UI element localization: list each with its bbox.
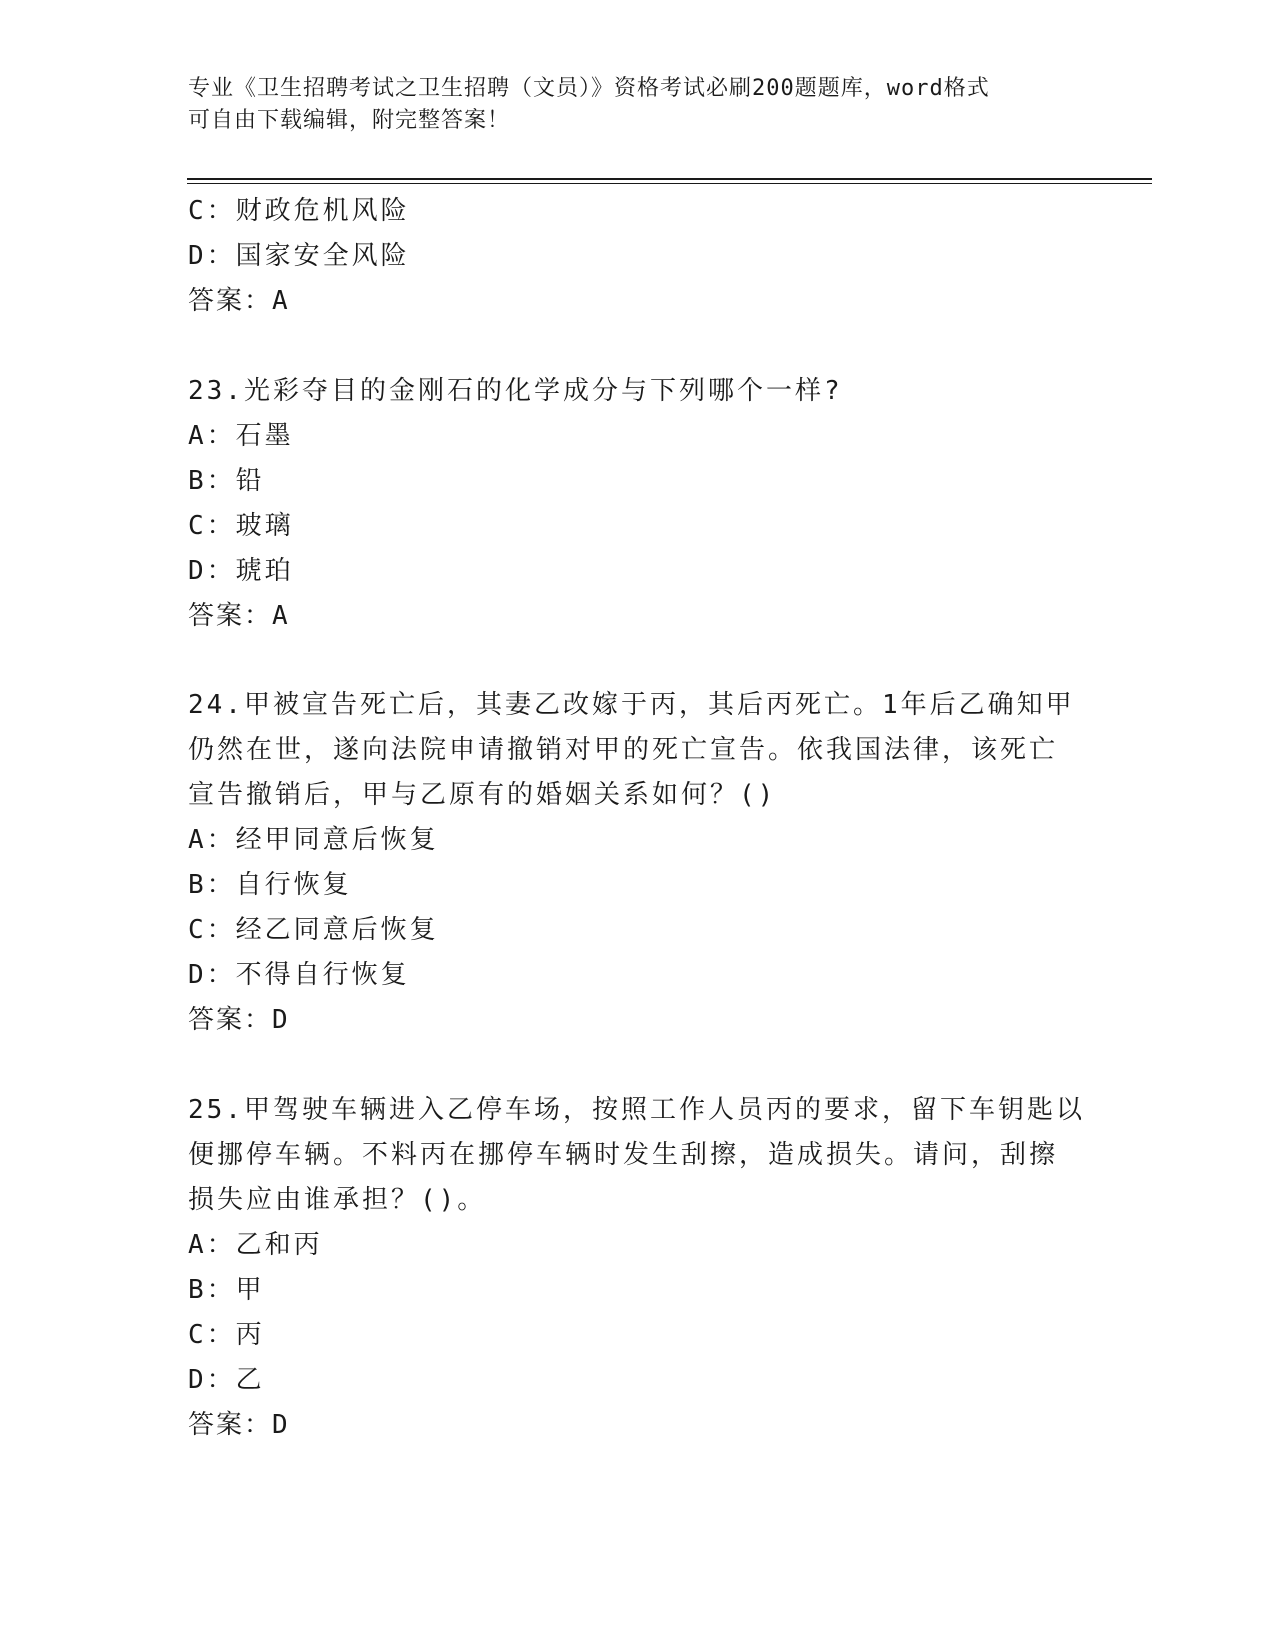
q22-answer: 答案：A (188, 286, 290, 316)
q23-option-c: C：玻璃 (188, 511, 294, 541)
q23-option-d: D：琥珀 (188, 556, 294, 586)
q24-option-a: A：经甲同意后恢复 (188, 825, 439, 855)
q25-option-c: C：丙 (188, 1320, 265, 1350)
q24-answer: 答案：D (188, 1005, 290, 1035)
header-divider-thin (187, 183, 1152, 184)
q23-stem: 23.光彩夺目的金刚石的化学成分与下列哪个一样? (188, 376, 843, 406)
q24-option-b: B：自行恢复 (188, 870, 352, 900)
document-header (188, 73, 1078, 137)
q25-answer: 答案：D (188, 1410, 290, 1440)
q23-option-b: B：铅 (188, 466, 265, 496)
q22-option-c: C：财政危机风险 (188, 196, 410, 226)
header-divider-thick (187, 178, 1152, 180)
header-title-line-1: 专业《卫生招聘考试之卫生招聘（文员）》资格考试必刷200题题库，word格式 (188, 76, 990, 101)
q24-option-c: C：经乙同意后恢复 (188, 915, 439, 945)
q23-answer: 答案：A (188, 601, 290, 631)
q24-stem-line-2: 仍然在世，遂向法院申请撤销对甲的死亡宣告。依我国法律，该死亡 (188, 735, 1059, 765)
q22-option-d: D：国家安全风险 (188, 241, 410, 271)
q25-stem-line-1: 25.甲驾驶车辆进入乙停车场，按照工作人员丙的要求，留下车钥匙以 (188, 1095, 1085, 1125)
q23-option-a: A：石墨 (188, 421, 294, 451)
header-title-line-2: 可自由下载编辑，附完整答案！ (188, 108, 511, 133)
q24-stem-line-3: 宣告撤销后，甲与乙原有的婚姻关系如何？() (188, 780, 777, 810)
q25-stem-line-2: 便挪停车辆。不料丙在挪停车辆时发生刮擦，造成损失。请问，刮擦 (188, 1140, 1059, 1170)
q25-option-a: A：乙和丙 (188, 1230, 323, 1260)
q24-option-d: D：不得自行恢复 (188, 960, 410, 990)
q25-stem-line-3: 损失应由谁承担？()。 (188, 1185, 487, 1215)
q24-stem-line-1: 24.甲被宣告死亡后，其妻乙改嫁于丙，其后丙死亡。1年后乙确知甲 (188, 690, 1075, 720)
q25-option-d: D：乙 (188, 1365, 265, 1395)
q25-option-b: B：甲 (188, 1275, 265, 1305)
